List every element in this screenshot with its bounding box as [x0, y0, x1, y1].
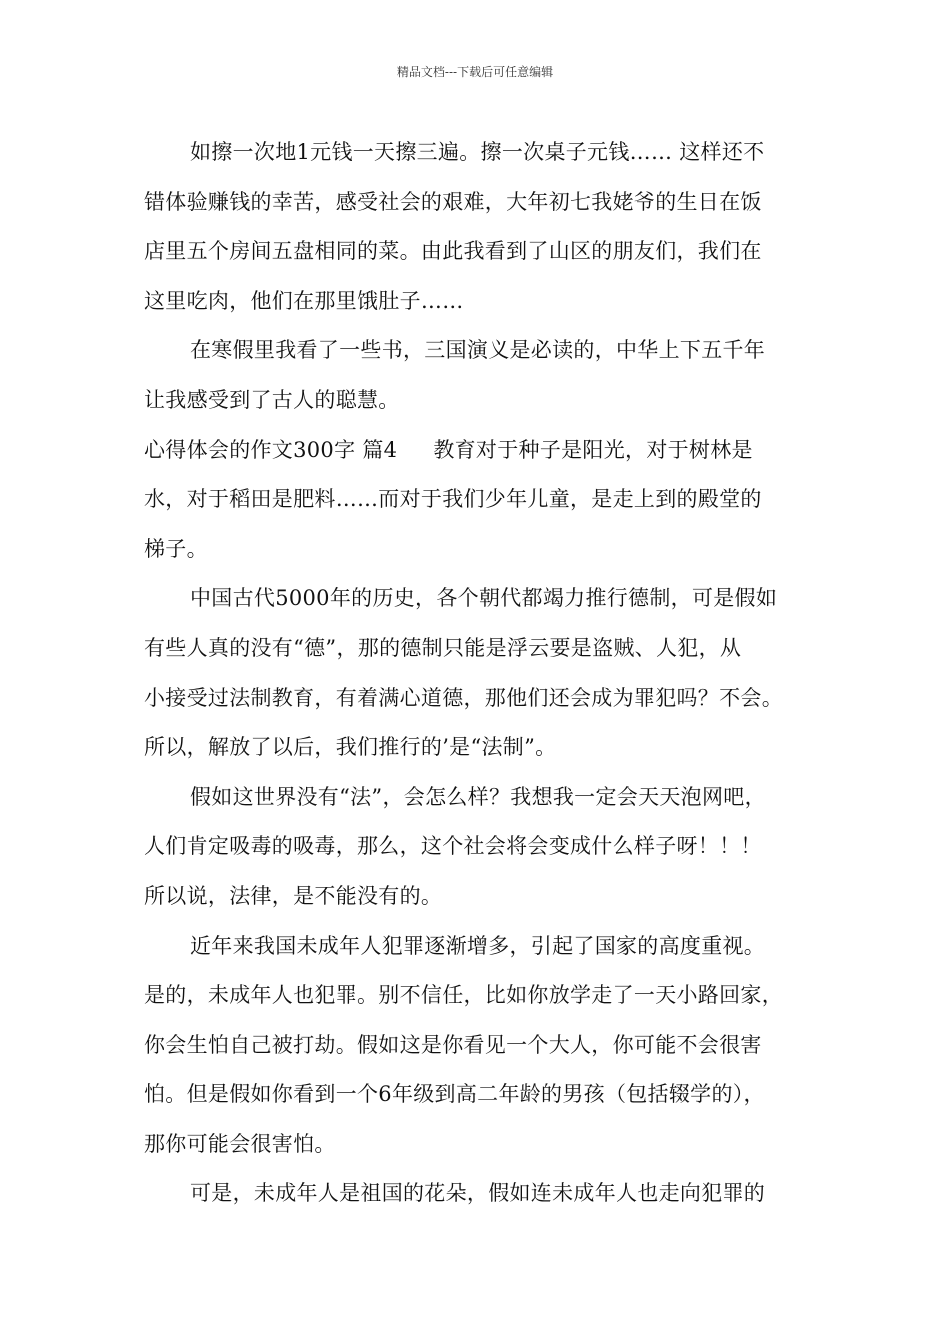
text-line: 中国古代5000年的历史，各个朝代都竭力推行德制，可是假如 [190, 586, 778, 611]
page-header: 精品文档---下载后可任意编辑 [396, 65, 554, 79]
section-heading-line [144, 426, 814, 476]
text-line: 店里五个房间五盘相同的菜。由此我看到了山区的朋友们，我们在 [144, 239, 762, 264]
document-body [144, 128, 814, 1219]
text-line: 小接受过法制教育，有着满心道德，那他们还会成为罪犯吗？不会。 [144, 685, 783, 710]
text-line: 是的，未成年人也犯罪。别不信任，比如你放学走了一天小路回家， [144, 983, 783, 1008]
text-line: 所以说，法律，是不能没有的。 [144, 883, 443, 908]
text-line: 怕。但是假如你看到一个6年级到高二年龄的男孩（包括辍学的）， [144, 1082, 765, 1107]
text-line: 假如这世界没有“法”，会怎么样？我想我一定会天天泡网吧， [190, 784, 766, 809]
text-line: 让我感受到了古人的聪慧。 [144, 387, 400, 412]
text-line: 这里吃肉，他们在那里饿肚子…… [144, 288, 464, 313]
text-line: 你会生怕自己被打劫。假如这是你看见一个大人，你可能不会很害 [144, 1032, 762, 1057]
section-heading: 心得体会的作文300字 篇4 [144, 437, 398, 462]
text-line: 可是，未成年人是祖国的花朵，假如连未成年人也走向犯罪的 [190, 1181, 766, 1206]
text-line: 那你可能会很害怕。 [144, 1131, 336, 1156]
text-line: 所以，解放了以后，我们推行的’是“法制”。 [144, 735, 557, 760]
text-line: 人们肯定吸毒的吸毒，那么，这个社会将会变成什么样子呀！！！ [144, 834, 762, 859]
section-heading-continuation: 教育对于种子是阳光，对于树林是 [433, 437, 753, 462]
text-line: 如擦一次地1元钱一天擦三遍。擦一次桌子元钱…… 这样还不 [190, 140, 765, 164]
text-line: 梯子。 [144, 536, 208, 561]
text-line: 有些人真的没有“德”，那的德制只能是浮云要是盗贼、人犯，从 [144, 635, 742, 660]
text-line: 在寒假里我看了一些书，三国演义是必读的，中华上下五千年 [190, 338, 766, 363]
text-line: 错体验赚钱的幸苦，感受社会的艰难，大年初七我姥爷的生日在饭 [144, 189, 762, 214]
text-line: 近年来我国未成年人犯罪逐渐增多，引起了国家的高度重视。 [190, 933, 766, 958]
text-line: 水，对于稻田是肥料……而对于我们少年儿童，是走上到的殿堂的 [144, 487, 762, 512]
